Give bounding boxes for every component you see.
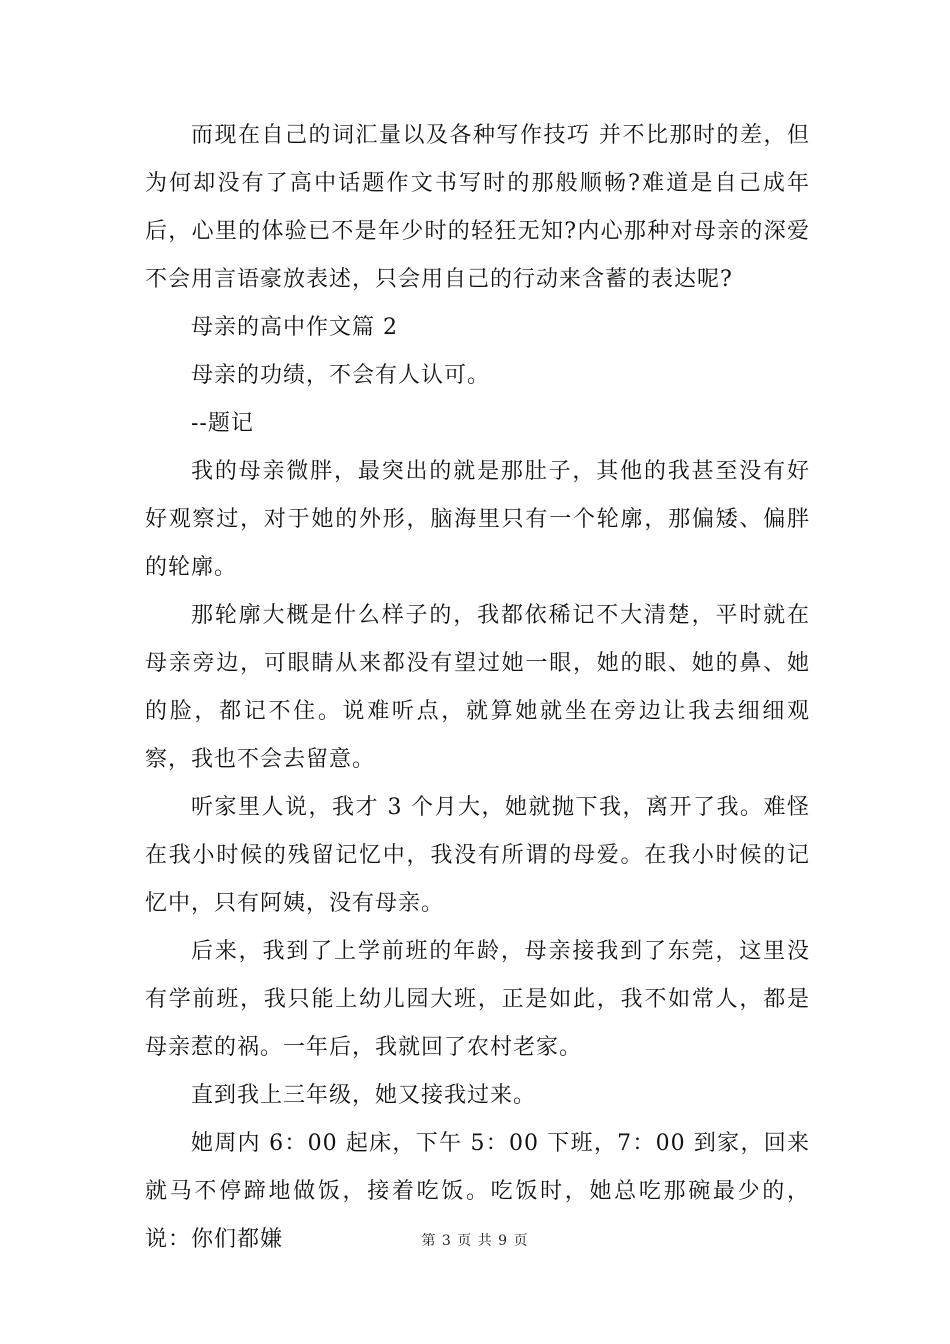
- paragraph: 我的母亲微胖，最突出的就是那肚子，其他的我甚至没有好好观察过，对于她的外形，脑海里只有一个轮廓，那偏矮、偏胖的轮廓。: [145, 459, 810, 580]
- epigraph: 母亲的功绩，不会有人认可。: [191, 363, 491, 388]
- page-number-footer: 第 3 页 共 9 页: [421, 1233, 529, 1249]
- paragraph: 直到我上三年级，她又接我过来。: [191, 1083, 537, 1108]
- paragraph: 那轮廓大概是什么样子的，我都依稀记不大清楚，平时就在母亲旁边，可眼睛从来都没有望过她一眼，她的眼、她的鼻、她的脸，都记不住。说难听点，就算她就坐在旁边让我去细细观察，我也不会去留意。: [145, 603, 810, 772]
- paragraph: 后来，我到了上学前班的年龄，母亲接我到了东莞，这里没有学前班，我只能上幼儿园大班，正是如此，我不如常人，都是母亲惹的祸。一年后，我就回了农村老家。: [145, 939, 810, 1060]
- epigraph-attribution: --题记: [191, 411, 254, 436]
- paragraph: 而现在自己的词汇量以及各种写作技巧 并不比那时的差，但为何却没有了高中话题作文书写时的那般顺畅?难道是自己成年后，心里的体验已不是年少时的轻狂无知?内心那种对母亲的深爱不会用言语豪放表述，只会用自己的行动来含蓄的表达呢?: [145, 123, 810, 292]
- paragraph: 听家里人说，我才 3 个月大，她就抛下我，离开了我。难怪在我小时候的残留记忆中，我没有所谓的母爱。在我小时候的记忆中，只有阿姨，没有母亲。: [145, 795, 810, 916]
- section-heading: 母亲的高中作文篇 2: [191, 315, 398, 340]
- document-body: [145, 112, 810, 1264]
- paragraph: 她周内 6：00 起床，下午 5：00 下班，7：00 到家，回来就马不停蹄地做饭，接着吃饭。吃饭时，她总吃那碗最少的，说：你们都嫌: [145, 1131, 810, 1252]
